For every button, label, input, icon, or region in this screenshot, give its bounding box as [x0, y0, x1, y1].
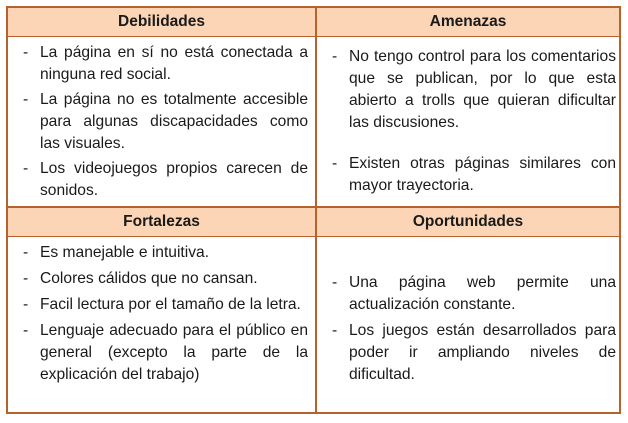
list-item	[321, 320, 616, 386]
item-text: No tengo control para los comentarios que se publican, por lo que esta abierto a trolls que quieran dificultar las discusiones.	[349, 48, 616, 131]
header-fortalezas-label: Fortalezas	[123, 213, 200, 230]
divider-header-2	[8, 236, 619, 237]
bullet-dash: -	[23, 322, 29, 339]
list-item	[12, 89, 308, 155]
item-text: La página en sí no está conectada a ninguna red social.	[40, 44, 308, 83]
item-text: Facil lectura por el tamaño de la letra.	[40, 296, 301, 313]
bullet-dash: -	[332, 48, 338, 65]
bullet-dash: -	[23, 160, 29, 177]
header-debilidades	[8, 8, 315, 36]
item-text: Es manejable e intuitiva.	[40, 244, 210, 261]
list-item	[12, 320, 308, 386]
bullet-dash: -	[23, 270, 29, 287]
header-debilidades-label: Debilidades	[118, 13, 205, 30]
item-text: Lenguaje adecuado para el público en general (excepto la parte de la explicación del trabajo)	[40, 322, 308, 383]
header-oportunidades-label: Oportunidades	[412, 213, 524, 230]
list-amenazas	[321, 46, 616, 197]
list-oportunidades	[321, 272, 616, 386]
item-text: Colores cálidos que no cansan.	[40, 270, 258, 287]
bullet-dash: -	[332, 274, 338, 291]
list-item	[321, 153, 616, 197]
item-text: Los juegos están desarrollados para poder ir ampliando niveles de dificultad.	[349, 322, 616, 383]
bullet-dash: -	[23, 91, 29, 108]
header-amenazas-label: Amenazas	[429, 13, 507, 30]
list-item	[12, 158, 308, 202]
list-debilidades	[12, 42, 308, 202]
bullet-dash: -	[23, 244, 29, 261]
divider-column	[315, 8, 317, 412]
bullet-dash: -	[332, 155, 338, 172]
divider-header-1	[8, 36, 619, 37]
header-amenazas	[317, 8, 619, 36]
bullet-dash: -	[332, 322, 338, 339]
bullet-dash: -	[23, 44, 29, 61]
swot-table	[6, 6, 621, 414]
list-fortalezas	[12, 242, 308, 386]
item-text: Una página web permite una actualización constante.	[349, 274, 616, 313]
item-text: Existen otras páginas similares con mayor trayectoria.	[349, 155, 616, 194]
list-item	[12, 242, 308, 264]
list-item	[12, 268, 308, 290]
header-fortalezas	[8, 208, 315, 236]
bullet-dash: -	[23, 296, 29, 313]
item-text: La página no es totalmente accesible para algunas discapacidades como las visuales.	[40, 91, 308, 152]
list-item	[12, 42, 308, 86]
header-oportunidades	[317, 208, 619, 236]
item-text: Los videojuegos propios carecen de sonidos.	[40, 160, 308, 199]
list-item	[12, 294, 308, 316]
list-item	[321, 46, 616, 134]
list-item	[321, 272, 616, 316]
